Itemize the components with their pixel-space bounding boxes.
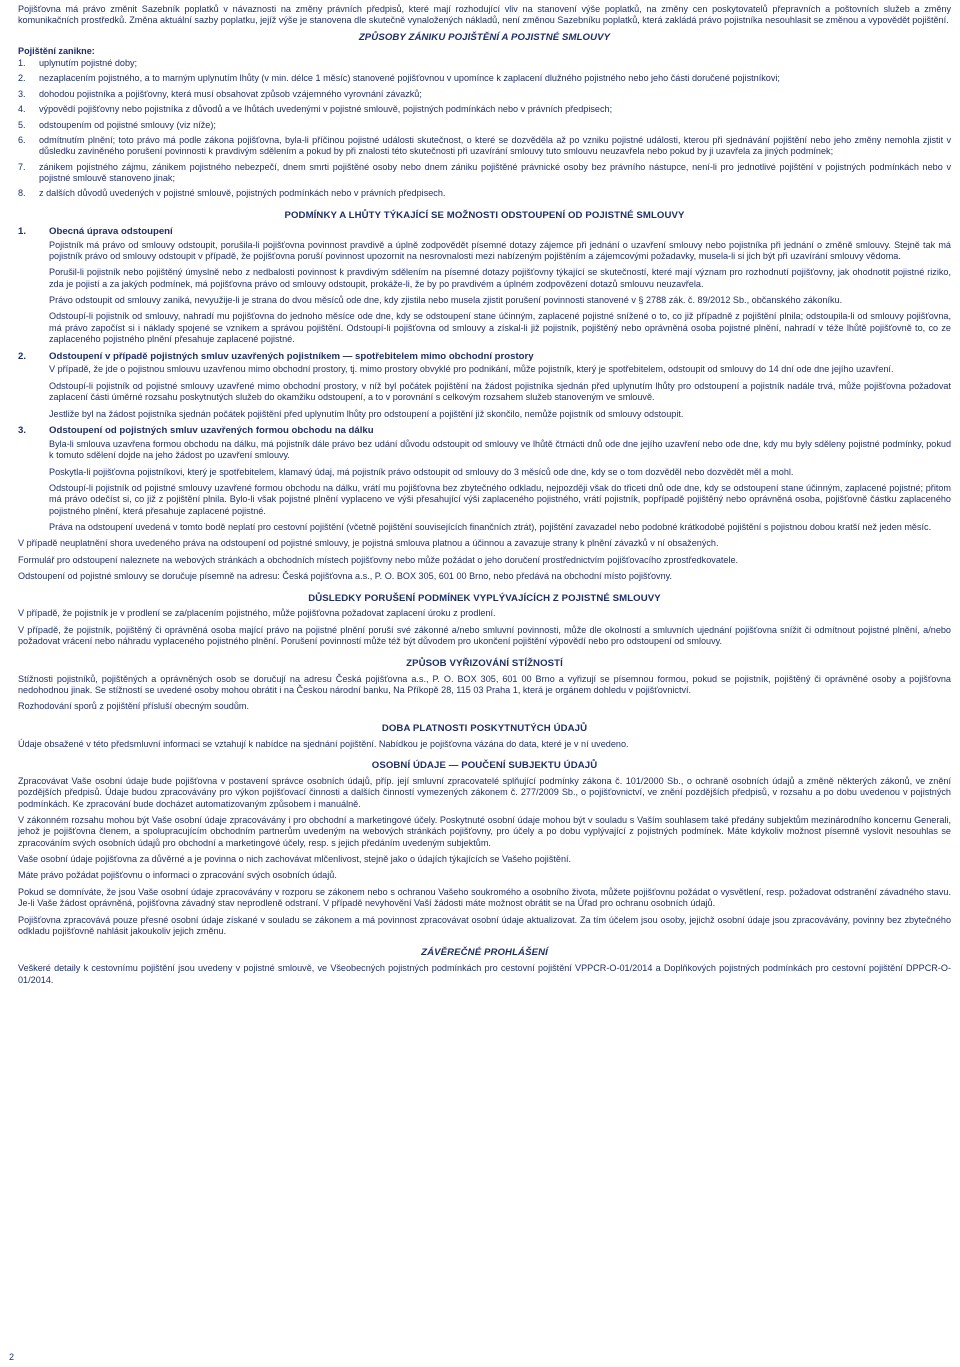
paragraph: Byla-li smlouva uzavřena formou obchodu na dálku, má pojistník dále právo bez udání důvodu odstoupit od smlouvy ve lhůtě čtrnácti dnů ode dne jejího uzavření nebo ode dne, kdy mu byly sděleny pojistné podmínky, pokud k tomuto sdělení dojde na jeho žádost po uzavření smlouvy. <box>49 438 951 461</box>
paragraph: Odstoupení od pojistné smlouvy se doručuje písemně na adresu: Česká pojišťovna a.s., P. O. BOX 305, 601 00 Brno, nebo předává na obchodní místo pojišťovny. <box>18 571 673 582</box>
section-title-dusledky: DŮSLEDKY PORUŠENÍ PODMÍNEK VYPLÝVAJÍCÍCH Z POJISTNÉ SMLOUVY <box>308 592 661 604</box>
paragraph: Jestliže byl na žádost pojistníka sjednán počátek pojištění před uplynutím lhůty pro odstoupení a pojištění již skončilo, nemůže pojistník od smlouvy odstoupit. <box>49 408 684 419</box>
list-item: 1. uplynutím pojistné doby; <box>18 58 138 69</box>
intro-paragraph: Pojišťovna má právo změnit Sazebník poplatků v návaznosti na změny právních předpisů, které mají rozhodující vliv na stanovení výše poplatků, na změny cen poskytovatelů přepravních a poštovních služeb a změny komunikačních prostředků. Změna aktuální sazby poplatku, jejíž výše je stanovena dle skutečně vynaložených nákladů, není změnou Sazebníku poplatků, která zakládá právo pojistníka nesouhlasit se změnou a vypovědět pojištění. <box>18 4 951 26</box>
paragraph: Práva na odstoupení uvedená v tomto bodě neplatí pro cestovní pojištění (včetně pojištění souvisejících finančních ztrát), pojištění zavazadel nebo podobné krátkodobé pojištění s pojistnou dobou kratší než jeden měsíc. <box>49 522 932 533</box>
zanik-label: Pojištění zanikne: <box>18 45 95 56</box>
paragraph: Právo odstoupit od smlouvy zaniká, nevyužije-li je strana do dvou měsíců ode dne, kdy zjistila nebo musela zjistit porušení povinnosti stanovené v § 2788 zák. č. 89/2012 Sb., občanského zákoníku. <box>49 295 843 306</box>
section-title-doba: DOBA PLATNOSTI POSKYTNUTÝCH ÚDAJŮ <box>381 722 588 734</box>
list-item: 4. výpovědí pojišťovny nebo pojistníka z důvodů a ve lhůtách uvedenými v pojistné smlouvě, pojistných podmínkách nebo v právních předpisech; <box>18 104 613 115</box>
paragraph: Porušil-li pojistník nebo pojištěný úmyslně nebo z nedbalosti povinnost k pravdivým sdělením na písemné dotazy pojišťovny týkající se skutečností, které mají význam pro rozhodnutí pojišťovny, jak ohodnotit pojistné riziko, zda je pojistí a za jakých podmínek, má pojišťovna právo od smlouvy odstoupit, prokáže-li, že by po pravdivém a úplném zodpovězení dotazů smlouvu neuzavřela. <box>49 267 951 289</box>
paragraph: V případě neuplatnění shora uvedeného práva na odstoupení od pojistné smlouvy, je pojistná smlouva platnou a účinnou a zavazuje strany k plnění závazků v ní obsažených. <box>18 538 719 549</box>
paragraph: V případě, že jde o pojistnou smlouvu uzavřenou mimo obchodní prostory, tj. mimo prostory obvyklé pro podnikání, může pojistník, který je spotřebitelem, odstoupit od smlouvy do 14 dní ode dne jejího uzavření. <box>49 364 894 375</box>
paragraph: Rozhodování sporů z pojištění přísluší obecným soudům. <box>18 701 250 712</box>
paragraph: Zpracovávat Vaše osobní údaje bude pojišťovna v postavení správce osobních údajů, příp. její smluvní zpracovatelé splňující podmínky zákona č. 101/2000 Sb., o ochraně osobních údajů a změně některých zákonů, ve znění pozdějších předpisů. Údaje budou zpracovávány pro výkon pojišťovací činnosti a dalších činností vymezených zákonem č. 277/2009 Sb., o pojišťovnictví, ve znění pozdějších předpisů, v rozsahu a po dobu uvedenou v pojistných podmínkách. Ke zpracování bude docházet automatizovaným způsobem i manuálně. <box>18 775 951 809</box>
paragraph: Máte právo požádat pojišťovnu o informaci o zpracování svých osobních údajů. <box>18 870 337 881</box>
paragraph: Vaše osobní údaje pojišťovna za důvěrné a je povinna o nich zachovávat mlčenlivost, stejně jako o údajích týkajících se Vašeho pojištění. <box>18 854 572 865</box>
list-item: 3. dohodou pojistníka a pojišťovny, která musí obsahovat způsob vzájemného vyrovnání závazků; <box>18 88 422 99</box>
page-number: 2 <box>9 1352 15 1362</box>
paragraph: Poskytla-li pojišťovna pojistníkovi, který je spotřebitelem, klamavý údaj, má pojistník právo odstoupit od smlouvy do 3 měsíců ode dne, kdy se o tom dozvěděl nebo dozvědět měl a mohl. <box>49 466 794 477</box>
paragraph: Veškeré detaily k cestovnímu pojištění jsou uvedeny v pojistné smlouvě, ve Všeobecných pojistných podmínkách pro cestovní pojištění VPPCR-O-01/2014 a Doplňkových pojistných podmínkách pro cestovní pojištění DPPCR-O-01/2014. <box>18 963 951 985</box>
subsection-mimo-obchodni-prostory <box>18 351 951 420</box>
section-title-osobni: OSOBNÍ ÚDAJE — POUČENÍ SUBJEKTU ÚDAJŮ <box>371 759 598 771</box>
paragraph: Formulář pro odstoupení naleznete na webových stránkách a obchodních místech pojišťovny nebo může požádat o jeho doručení prostřednictvím pojišťovacího zprostředkovatele. <box>18 554 739 565</box>
subsection-obecna <box>18 226 951 346</box>
subsection-obchod-na-dalku <box>18 425 951 534</box>
section-title-zaverecne: ZÁVĚREČNÉ PROHLÁŠENÍ <box>421 947 548 959</box>
paragraph: Stížnosti pojistníků, pojištěných a oprávněných osob se doručují na adresu Česká pojišťovna a.s., P. O. BOX 305, 601 00 Brno a vyřizují se písemnou formou, pokud se pojistník, pojištěný či oprávněné osoby a pojišťovna nedohodnou jinak. Se stížností se uvedené osoby mohou obrátit i na Českou národní banku, Na Příkopě 28, 115 03 Praha 1, která je orgánem dohledu v pojišťovnictví. <box>18 673 951 695</box>
paragraph: Odstoupí-li pojistník od pojistné smlouvy uzavřené mimo obchodní prostory, v níž byl počátek pojištění na žádost pojistníka sjednán před uplynutím lhůty pro odstoupení a pojistník nadále trvá, může pojišťovna požadovat zaplacení části úměrné rozsahu poskytnutých služeb do okamžiku odstoupení, a to v porovnání s celkovým rozsahem služeb stanoveným ve smlouvě. <box>49 380 951 403</box>
list-item: 8. z dalších důvodů uvedených v pojistné smlouvě, pojistných podmínkách nebo v právních předpisech. <box>18 188 446 199</box>
section-title-zanik: ZPŮSOBY ZÁNIKU POJIŠTĚNÍ A POJISTNÉ SMLOUVY <box>358 31 611 43</box>
list-item: 2. nezaplacením pojistného, a to marným uplynutím lhůty (v min. délce 1 měsíc) stanovené pojišťovnou v upomínce k zaplacení dlužného pojistného nebo jeho části doručené pojistníkovi; <box>18 73 780 84</box>
paragraph: V zákonném rozsahu mohou být Vaše osobní údaje zpracovávány i pro obchodní a marketingové účely. Poskytnuté osobní údaje mohou být v souladu s Vaším souhlasem také předány subjektům mezinárodního koncernu Generali, jehož je pojišťovna členem, a spolupracujícím obchodním partnerům uvedeným na webových stránkách pojišťovny, pro účely a po dobu vyplývající z pojistných podmínek. Máte kdykoliv možnost písemně vyslovit nesouhlas se zpracováním svých osobních údajů pro obchodní a marketingové účely, resp. s jejich předáním uvedeným subjektům. <box>18 815 951 848</box>
paragraph: Pokud se domníváte, že jsou Vaše osobní údaje zpracovávány v rozporu se zákonem nebo s ochranou Vašeho soukromého a osobního života, můžete pojišťovnu požádat o vysvětlení, resp. požadovat odstranění závadného stavu. Je-li Vaše žádost oprávněná, pojišťovna závadný stav neprodleně odstraní. V případě nevyhovění Vaší žádosti máte možnost obrátit se na Úřad pro ochranu osobních údajů. <box>18 886 951 909</box>
paragraph: V případě, že pojistník je v prodlení se za/placením pojistného, může pojišťovna požadovat zaplacení úroku z prodlení. <box>18 608 496 619</box>
paragraph: V případě, že pojistník, pojištěný či oprávněná osoba mající právo na pojistné plnění poruší své zákonné a/nebo smluvní povinnosti, může dle okolností a smluvních ujednání pojišťovna snížit či odmítnout pojistné plnění, a/nebo požadovat vrácení nebo náhradu vyplaceného pojistného plnění. Porušení povinností může též být důvodem pro ukončení pojištění výpovědí nebo pro odstoupení od smlouvy. <box>18 624 951 647</box>
paragraph: Pojistník má právo od smlouvy odstoupit, porušila-li pojišťovna povinnost pravdivě a úplně zodpovědět písemné dotazy zájemce při jednání o uzavření smlouvy nebo pojistníka při jednání o změně smlouvy. Stejně tak má pojistník právo od smlouvy odstoupit v případě, že pojišťovna poruší povinnost upozornit na nesrovnalosti mezi nabízeným pojištěním a zájemcovými požadavky, musela-li si jich být při uzavírání smlouvy vědoma. <box>49 239 951 261</box>
subsection-title: 3. Odstoupení od pojistných smluv uzavřených formou obchodu na dálku <box>18 424 374 436</box>
subsection-title: 2. Odstoupení v případě pojistných smluv uzavřených pojistníkem — spotřebitelem mimo obchodní prostory <box>18 350 534 362</box>
paragraph: Pojišťovna zpracovává pouze přesné osobní údaje získané v souladu se zákonem a má povinnost zpracovávat osobní údaje aktualizovat. Za tím účelem jsou osoby, jejichž osobní údaje jsou zpracovávány, povinny bez zbytečného odkladu pojišťovně nahlásit jakoukoliv jejich změnu. <box>18 914 951 936</box>
section-title-stiznosti: ZPŮSOB VYŘIZOVÁNÍ STÍŽNOSTÍ <box>406 657 563 669</box>
list-item: 7. zánikem pojistného zájmu, zánikem pojistného nebezpečí, dnem smrti pojištěné osoby nebo dnem zániku pojištěné právnické osoby bez právního nástupce, není-li pro jednotlivé pojištění v pojistných podmínkách nebo v pojistné smlouvě stanoveno jinak; <box>18 161 951 183</box>
zanik-list <box>18 58 951 200</box>
paragraph: Údaje obsažené v této předsmluvní informaci se vztahují k nabídce na sjednání pojištění. Nabídkou je pojišťovna vázána do data, které je v ní uvedeno. <box>18 738 629 749</box>
subsection-title: 1. Obecná úprava odstoupení <box>18 225 173 237</box>
section-title-odstoupeni: PODMÍNKY A LHŮTY TÝKAJÍCÍ SE MOŽNOSTI ODSTOUPENÍ OD POJISTNÉ SMLOUVY <box>284 209 685 221</box>
paragraph: Odstoupí-li pojistník od pojistné smlouvy uzavřené formou obchodu na dálku, vrátí mu pojišťovna bez zbytečného odkladu, nejpozději však do třiceti dnů ode dne, kdy se odstoupení stane účinným, zaplacené pojistné; přitom má právo odečíst si, co již z pojištění plnila. Bylo-li však pojistné plnění vyplaceno ve výši přesahující výši zaplaceného pojistného, vrátí pojistník, popřípadě pojištěný nebo oprávněná osoba, pojišťovně částku zaplaceného pojistného plnění, která přesahuje zaplacené pojistné. <box>49 482 951 516</box>
paragraph: Odstoupí-li pojistník od smlouvy, nahradí mu pojišťovna do jednoho měsíce ode dne, kdy se odstoupení stane účinným, zaplacené pojistné snížené o to, co již případně z pojištění plnila; odstoupila-li od smlouvy pojišťovna, má právo započíst si i náklady spojené se vznikem a správou pojištění. Odstoupí-li pojišťovna od smlouvy a získal-li již pojistník, pojištěný nebo oprávněná osoba pojistné plnění, nahradí v téže lhůtě pojišťovně to, co ze zaplaceného pojistného plnění přesahuje zaplacené pojistné. <box>49 311 951 345</box>
list-item: 5. odstoupením od pojistné smlouvy (viz níže); <box>18 119 216 130</box>
list-item: 6. odmítnutím plnění; toto právo má podle zákona pojišťovna, byla-li příčinou pojistné události skutečnost, o které se dozvěděla až po vzniku pojistné události, kterou při sjednávání pojištění nebo jeho změny nemohla zjistit v důsledku zaviněného porušení povinnosti k pravdivým sdělením a pokud by při znalosti této skutečnosti při uzavírání smlouvy tuto smlouvu neuzavřela nebo pokud by ji uzavřela za jiných podmínek; <box>18 134 951 157</box>
